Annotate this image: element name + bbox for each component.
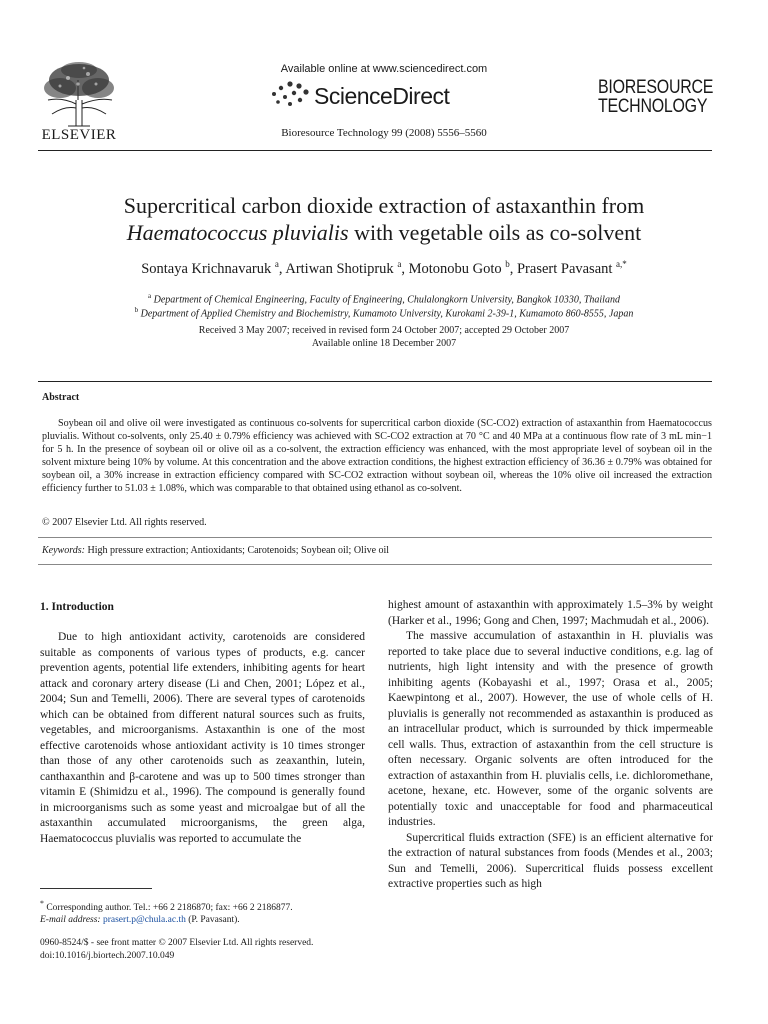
abstract-heading: Abstract [42,392,80,403]
abstract-text: Soybean oil and olive oil were investigated as continuous co-solvents for supercritical carbon dioxide (SC-CO2) extraction of astaxanthin from Haematococcus pluvialis. Without co-solvents, only 25.40 ± 0.79% efficiency was achieved with SC-CO2 extraction at 70 °C and 40 MPa at a continuous flow rate of 3 mL min−1 for 5 h. In the presence of soybean oil or olive oil as a co-solvent, the extraction efficiency was enhanced, with the most appropriate level of soybean oil in the solvent mixture being 10% by volume. At this concentration and the above extraction conditions, the highest extraction efficiency of 36.36 ± 0.79% was obtained for soybean oil, a 30% increase in extraction efficiency compared with SC-CO2 extraction without soybean oil, whereas the 10% olive oil increased the extraction efficiency further to 51.03 ± 1.08%, which was comparable to that obtained using ethanol as co-solvent. [42,418,712,494]
author: Motonobu Goto $^b$, [408,259,517,277]
footnote-email: E-mail address: prasert.p@chula.ac.th (P. Pavasant). [40,915,240,926]
front-matter-notice: 0960-8524/$ - see front matter © 2007 Elsevier Ltd. All rights reserved. [40,938,314,948]
intro-paragraph-1: Due to high antioxidant activity, carotenoids are considered suitable as components of various types of products, e.g. cancer prevention agents, potential life extenders, inhibiting agents for heart attack and coronary artery disease (Li and Chen, 2001; López et al., 2004; Sun and Temelli, 2006). There are several types of carotenoids which can be obtained from different natural sources such as fruits, vegetables, and microorganisms. Astaxanthin is one of the most effective carotenoids whose antioxidant activity is 10 times stronger than those of any other carotenoids such as zeaxanthin, lutein, canthaxanthin and β-carotene and was up to 500 times stronger than vitamin E (Shimidzu et al., 1996). The compound is generally found in microorganisms such as some yeast and microalgae but of all the astaxanthin accumulated microorganisms, the green alga, Haematococcus pluvialis was reported to accumulate the [40,631,365,845]
journal-logo [598,77,714,117]
publisher-name: ELSEVIER [41,127,117,143]
available-online-date: Available online 18 December 2007 [311,338,457,349]
title-line-1: Supercritical carbon dioxide extraction of astaxanthin from [123,193,645,218]
journal-logo-line2: TECHNOLOGY [598,96,708,117]
abstract-copyright: © 2007 Elsevier Ltd. All rights reserved. [42,517,207,528]
journal-citation: Bioresource Technology 99 (2008) 5556–5560 [281,127,487,139]
journal-logo-line1: BIORESOURCE [598,77,714,98]
available-online-banner: Available online at www.sciencedirect.com [280,63,488,75]
corresponding-author-footnote [40,898,365,926]
keywords-label: Keywords: [42,545,85,556]
doi[interactable]: doi:10.1016/j.biortech.2007.10.049 [40,951,175,961]
author: Artiwan Shotipruk $^a$, [285,259,409,277]
keywords-top-divider [38,537,712,538]
received-dates: Received 3 May 2007; received in revised form 24 October 2007; accepted 29 October 2007 [198,325,570,336]
intro-paragraph-continued: highest amount of astaxanthin with approximately 1.5–3% by weight (Harker et al., 1996; Gong and Chen, 1997; Machmudah et al., 2006). [388,599,713,627]
author-list [60,259,708,278]
keywords-text: High pressure extraction; Antioxidants; Carotenoids; Soybean oil; Olive oil [84,545,390,556]
title-line-2-rest: with vegetable oils as co-solvent [348,220,642,245]
sciencedirect-wordmark: ScienceDirect [314,83,450,109]
intro-paragraph-2: The massive accumulation of astaxanthin in H. pluvialis was reported to take place due to several inductive conditions, e.g. lag of nutrients, high light intensity and with the presence of growth inhibiting agents (Kobayashi et al., 1997; Orasa et al., 2005; Kaewpintong et al., 2007). However, the use of whole cells of H. pluvialis is generally not recommended as astaxanthin is produced as an intracellular product, which is surrounded by thick impermeable cell walls. Thus, extraction of astaxanthin from the cell structure is often necessary. Organic solvents are often introduced for the extraction of astaxanthin from H. pluvialis cells, i.e. dichloromethane, acetone, hexane, etc. However, some of the organic solvents are potentially toxic and unacceptable for food and pharmaceutical industries. [388,630,713,828]
email-link[interactable]: prasert.p@chula.ac.th [100,915,186,926]
footnote-divider [40,888,152,889]
author: Prasert Pavasant $^{a,*}$ [516,259,627,277]
sciencedirect-logo [268,80,508,114]
abstract-top-divider [38,381,712,382]
section-heading: 1. Introduction [40,601,114,613]
article-title [60,192,708,246]
author: Sontaya Krichnavaruk $^a$, [141,259,286,277]
footnote-contact: * Corresponding author. Tel.: +66 2 2186870; fax: +66 2 2186877. [40,899,293,914]
title-line-2 [60,219,708,246]
keywords-bottom-divider [38,564,712,565]
intro-paragraph-3: Supercritical fluids extraction (SFE) is an efficient alternative for the extraction of natural substances from foods (Mendes et al., 2003; Sun and Temelli, 2006). Supercritical fluids possess excellent extractive properties such as high [388,831,713,890]
body-column-left [40,630,365,847]
body-column-right [388,598,713,893]
header-divider [38,150,712,151]
keywords [42,545,389,556]
affiliation-a: $^a$ Department of Chemical Engineering, Faculty of Engineering, Chulalongkorn University, Bangkok 10330, Thailand [148,292,620,306]
title-species: Haematococcus pluvialis [126,220,349,245]
sciencedirect-dots-icon [268,80,312,110]
affiliation-b: $^b$ Department of Applied Chemistry and Biochemistry, Kumamoto University, Kurokami 2-39-1, Kumamoto 860-8555, Japan [134,306,634,320]
